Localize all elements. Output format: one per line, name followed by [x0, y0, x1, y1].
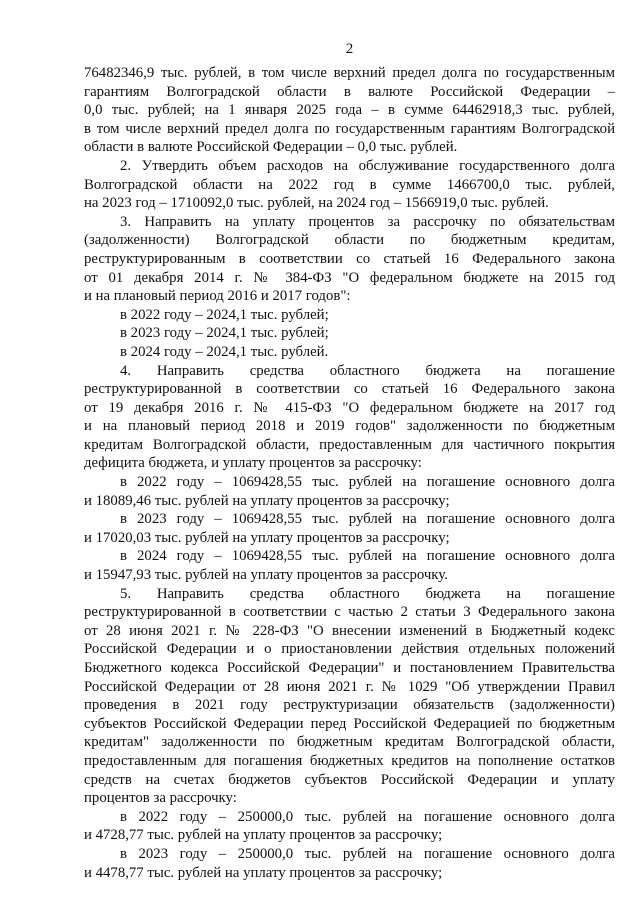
text-line: процентов за рассрочку:: [84, 790, 237, 807]
text-line: и 15947,93 тыс. рублей на уплату процентов за рассрочку.: [84, 567, 448, 584]
text-line: в 2022 году – 1069428,55 тыс. рублей на погашение основного долга: [120, 474, 615, 491]
text-line: в 2023 году – 2024,1 тыс. рублей;: [120, 325, 329, 342]
text-line: субъектов Российской Федерации перед Российской Федерацией по бюджетным: [84, 715, 615, 732]
text-line: 4. Направить средства областного бюджета на погашение: [120, 362, 615, 379]
text-line: Бюджетного кодекса Российской Федерации" и постановлением Правительства: [84, 660, 615, 676]
text-line: от 28 июня 2021 г. № 228-ФЗ "О внесении изменений в Бюджетный кодекс: [84, 622, 615, 639]
text-line: на 2023 год – 1710092,0 тыс. рублей, на 2024 год – 1566919,0 тыс. рублей.: [84, 195, 549, 212]
text-line: реструктурированным в соответствии со статьей 16 Федерального закона: [84, 250, 615, 267]
text-line: от 01 декабря 2014 г. № 384-ФЗ "О федеральном бюджете на 2015 год: [84, 269, 615, 286]
text-line: в 2024 году – 2024,1 тыс. рублей.: [120, 343, 329, 360]
text-line: дефицита бюджета, и уплату процентов за рассрочку:: [84, 455, 422, 472]
text-line: в 2022 году – 250000,0 тыс. рублей на погашение основного долга: [120, 808, 615, 825]
text-line: и 4478,77 тыс. рублей на уплату процентов за рассрочку;: [84, 864, 443, 881]
page-number: 2: [345, 41, 354, 57]
text-line: и 17020,03 тыс. рублей на уплату процентов за рассрочку;: [84, 529, 450, 546]
text-line: в 2023 году – 1069428,55 тыс. рублей на погашение основного долга: [120, 511, 615, 528]
text-line: и на плановый период 2018 и 2019 годов" задолженности по бюджетным: [84, 418, 615, 435]
text-line: Российской Федерации и о приостановлении действия отдельных положений: [84, 641, 615, 658]
text-line: 0,0 тыс. рублей; на 1 января 2025 года – в сумме 64462918,3 тыс. рублей,: [84, 102, 615, 119]
text-line: реструктурированной в соответствии с частью 2 статьи 3 Федерального закона: [84, 604, 615, 621]
text-line: 3. Направить на уплату процентов за рассрочку по обязательствам: [120, 213, 615, 230]
text-line: в 2022 году – 2024,1 тыс. рублей;: [120, 306, 329, 323]
text-line: в 2023 году – 250000,0 тыс. рублей на погашение основного долга: [120, 845, 615, 862]
text-line: (задолженности) Волгоградской области по бюджетным кредитам,: [84, 232, 615, 249]
text-line: 2. Утвердить объем расходов на обслуживание государственного долга: [120, 157, 615, 174]
text-line: 76482346,9 тыс. рублей, в том числе верхний предел долга по государственным: [84, 65, 615, 81]
text-line: 5. Направить средства областного бюджета на погашение: [120, 585, 615, 602]
text-line: и 18089,46 тыс. рублей на уплату процентов за рассрочку;: [84, 492, 450, 509]
text-line: средств на счетах бюджетов субъектов Российской Федерации и уплату: [84, 771, 615, 788]
document-body: [84, 64, 615, 882]
text-line: Волгоградской области на 2022 год в сумме 1466700,0 тыс. рублей,: [84, 176, 615, 193]
text-line: и 4728,77 тыс. рублей на уплату процентов за рассрочку;: [84, 827, 443, 844]
text-line: в том числе верхний предел долга по государственным гарантиям Волгоградской: [84, 120, 615, 137]
text-line: проведения в 2021 году реструктуризации обязательств (задолженности): [84, 697, 615, 714]
text-line: кредитам" задолженности по бюджетным кредитам Волгоградской области,: [84, 734, 615, 751]
text-line: и на плановый период 2016 и 2017 годов":: [84, 288, 351, 305]
text-line: Российской Федерации от 28 июня 2021 г. № 1029 "Об утверждении Правил: [84, 678, 615, 695]
text-line: гарантиям Волгоградской области в валюте Российской Федерации –: [84, 83, 615, 100]
text-line: кредитам Волгоградской области, предоставленным для частичного покрытия: [84, 436, 615, 453]
text-line: области в валюте Российской Федерации – 0,0 тыс. рублей.: [84, 139, 458, 156]
text-line: реструктурированной в соответствии со статьей 16 Федерального закона: [84, 381, 615, 398]
text-line: от 19 декабря 2016 г. № 415-ФЗ "О федеральном бюджете на 2017 год: [84, 399, 615, 416]
text-line: в 2024 году – 1069428,55 тыс. рублей на погашение основного долга: [120, 548, 615, 565]
text-line: предоставленным для погашения бюджетных кредитов на пополнение остатков: [84, 752, 615, 769]
